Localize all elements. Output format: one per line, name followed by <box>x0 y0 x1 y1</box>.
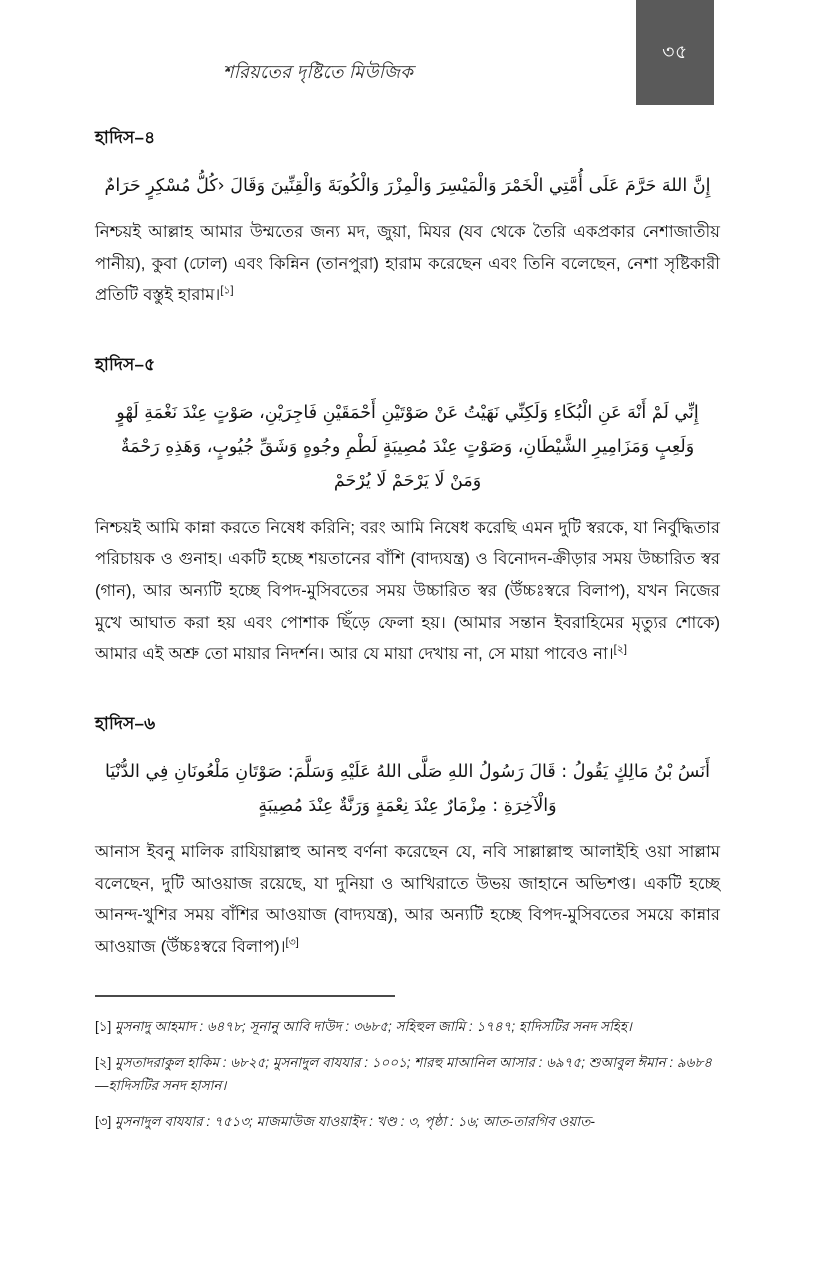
arabic-line: وَالْآخِرَةِ : مِزْمَارٌ عِنْدَ نِعْمَةٍ وَرَنَّةٌ عِنْدَ مُصِيبَةٍ <box>258 796 557 816</box>
footnote-text: মুসনাদু আহমাদ : ৬৪৭৮; সূনানু আবি দাউদ : ৩৬৮৫; সহিহুল জামি : ১৭৪৭; হাদিসটির সনদ সহিহ। <box>115 1019 632 1034</box>
arabic-line: أَنَسُ بْنُ مَالِكٍ يَقُولُ : قَالَ رَسُولُ اللهِ صَلَّى اللهُ عَلَيْهِ وَسَلَّمَ: صَوْتَانِ مَلْعُونَانِ فِي الدُّنْيَا <box>105 761 710 782</box>
footnote-item <box>95 1015 720 1039</box>
footnote-item <box>95 1110 720 1134</box>
footnote-text: মুসতাদরাকুল হাকিম : ৬৮২৫; মুসনাদুল বাযযার : ১০০১; শারহু মাআনিল আসার : ৬৯৭৫; শুআবুল ঈমান : ৯৬৮৪—হাদিসটির সনদ হাসান। <box>95 1054 712 1094</box>
hadith-section-4 <box>95 125 720 312</box>
translation-text: নিশ্চয়ই আল্লাহ আমার উম্মতের জন্য মদ, জুয়া, মিযর (যব থেকে তৈরি একপ্রকার নেশাজাতীয় পানীয়), কুবা (ঢোল) এবং কিন্নিন (তানপুরা) হারাম করেছেন এবং তিনি বলেছেন, নেশা সৃষ্টিকারী প্রতিটি বস্তুই হারাম। <box>95 223 720 305</box>
footnote-ref-1[interactable]: [১] <box>220 284 234 297</box>
page-number-box <box>636 0 714 105</box>
arabic-line: وَمَنْ لَا يَرْحَمْ لَا يُرْحَمْ <box>333 471 482 492</box>
hadith-section-5 <box>95 352 720 671</box>
hadith-section-6 <box>95 711 720 964</box>
hadith-heading-5: হাদিস–৫ <box>95 355 156 375</box>
arabic-line: إِنَّ اللهَ حَرَّمَ عَلَى أُمَّتِي الْخَمْرَ وَالْمَيْسِرَ وَالْمِزْرَ وَالْكُوبَةَ وَالْقِنِّينَ وَقَالَ ‹كُلُّ مُسْكِرٍ حَرَامٌ <box>104 176 711 196</box>
section-spacer <box>95 338 720 352</box>
translation-paragraph-6 <box>95 837 720 964</box>
footnote-item <box>95 1051 720 1098</box>
footnote-ref-2[interactable]: [২] <box>613 643 627 656</box>
arabic-line: إِنِّي لَمْ أَنْهَ عَنِ الْبُكَاءِ وَلَكِنِّي نَهَيْتُ عَنْ صَوْتَيْنِ أَحْمَقَيْنِ فَاجِرَيْنِ، صَوْتٍ عِنْدَ نَغْمَةِ لَهْوٍ <box>116 403 699 424</box>
page-content <box>95 125 720 990</box>
footnote-number: [৩] <box>95 1113 112 1129</box>
section-spacer <box>95 697 720 711</box>
footnote-number: [২] <box>95 1054 112 1070</box>
translation-paragraph-4 <box>95 217 720 312</box>
running-head-title: শরিয়তের দৃষ্টিতে মিউজিক <box>222 62 414 82</box>
footnote-text: মুসনাদুল বাযযার : ৭৫১৩; মাজমাউজ যাওয়াইদ : খণ্ড : ৩, পৃষ্ঠা : ১৬; আত-তারগিব ওয়াত- <box>115 1113 595 1129</box>
arabic-line: وَلَعِبٍ وَمَزَامِيرِ الشَّيْطَانِ، وَصَوْتٍ عِنْدَ مُصِيبَةٍ لَطْمِ وجُوهٍ وَشَقِّ جُيُوبٍ، وَهَذِهِ رَحْمَةٌ <box>120 437 695 458</box>
translation-text: আনাস ইবনু মালিক রাযিয়াল্লাহু আনহু বর্ণনা করেছেন যে, নবি সাল্লাল্লাহু আলাইহি ওয়া সাল্লাম বলেছেন, দুটি আওয়াজ রয়েছে, যা দুনিয়া ও আখিরাতে উভয় জাহানে অভিশপ্ত। একটি হচ্ছে আনন্দ-খুশির সময় বাঁশির আওয়াজ (বাদ্যযন্ত্র), আর অন্যটি হচ্ছে বিপদ-মুসিবতের সময়ে কান্নার আওয়াজ (উঁচ্চঃস্বরে বিলাপ)। <box>95 843 720 957</box>
translation-text: নিশ্চয়ই আমি কান্না করতে নিষেধ করিনি; বরং আমি নিষেধ করেছি এমন দুটি স্বরকে, যা নির্বুদ্ধিতার পরিচায়ক ও গুনাহ। একটি হচ্ছে শয়তানের বাঁশি (বাদ্যযন্ত্র) ও বিনোদন-ক্রীড়ার সময় উচ্চারিত স্বর (গান), আর অন্যটি হচ্ছে বিপদ-মুসিবতের সময় উচ্চারিত স্বর (উঁচ্চঃস্বরে বিলাপ), যখন নিজের মুখে আঘাত করা হয় এবং পোশাক ছিঁড়ে ফেলা হয়। (আমার সন্তান ইবরাহিমের মৃত্যুর শোকে) আমার এই অশ্রু তো মায়ার নিদর্শন। আর যে মায়া দেখায় না, সে মায়া পাবেও না। <box>95 518 720 664</box>
page-number: ৩৫ <box>662 42 688 63</box>
footnote-number: [১] <box>95 1019 112 1034</box>
hadith-heading-4: হাদিস–৪ <box>95 128 156 147</box>
footnote-separator-rule <box>95 995 395 997</box>
arabic-passage-4 <box>95 169 720 203</box>
arabic-passage-5 <box>95 396 720 498</box>
footnote-area <box>95 995 720 1146</box>
hadith-heading-6: হাদিস–৬ <box>95 713 156 733</box>
arabic-passage-6 <box>95 755 720 823</box>
translation-paragraph-5 <box>95 513 720 671</box>
footnote-ref-3[interactable]: [৩] <box>285 936 299 949</box>
